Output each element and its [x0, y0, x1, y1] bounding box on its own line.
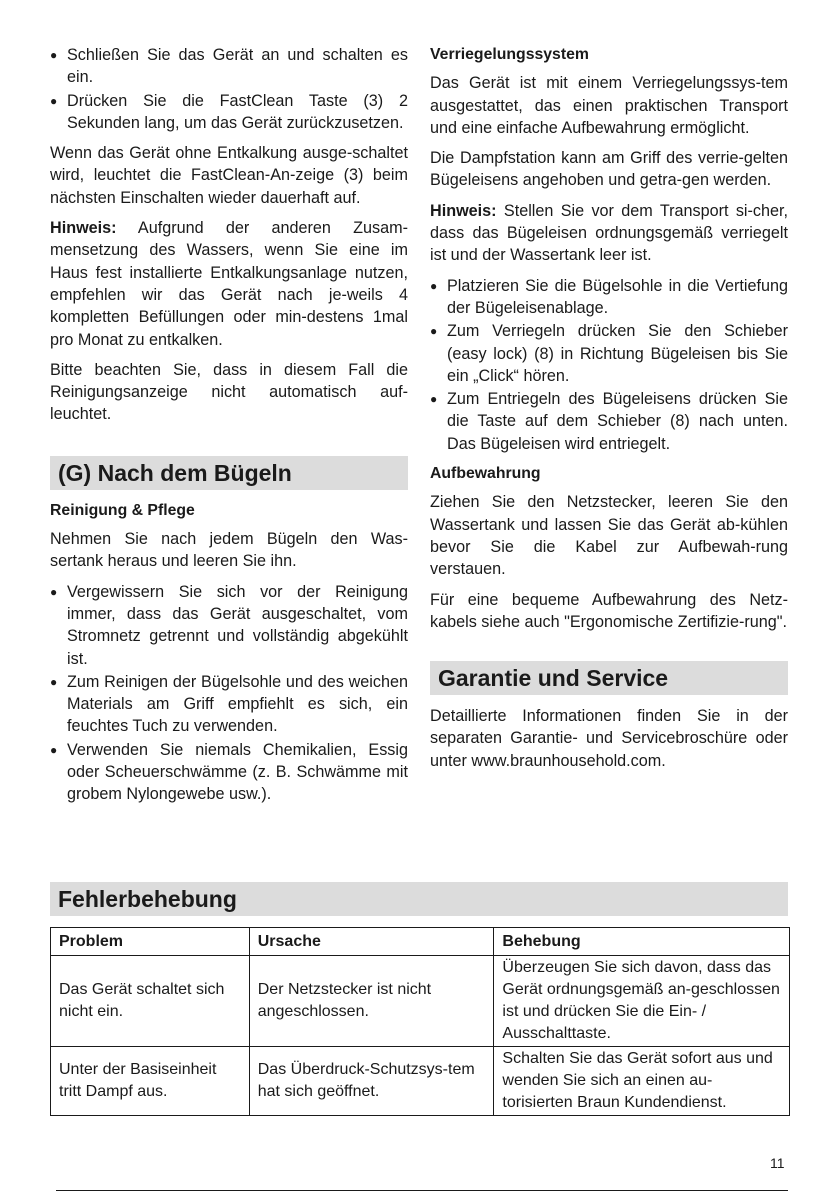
- column-header-remedy: Behebung: [494, 928, 790, 956]
- storage-heading: Aufbewahrung: [430, 465, 541, 483]
- warranty-paragraph: Detaillierte Informationen finden Sie in der separaten Garantie- und Servicebroschüre oder unter www.braunhousehold.com.: [430, 707, 788, 770]
- table-cell: Überzeugen Sie sich davon, dass das Gerät ordnungsgemäß an-geschlossen ist und drücken Sie die Ein- / Ausschalttaste.: [494, 956, 790, 1047]
- list-item: ● Vergewissern Sie sich vor der Reinigung immer, dass das Gerät ausgeschaltet, vom Stromnetz getrennt und vollständig abgekühlt ist.: [50, 581, 408, 670]
- lock-lift-paragraph: Die Dampfstation kann am Griff des verrie-gelten Bügeleisens angehoben und getra-gen werden.: [430, 149, 788, 190]
- list-item: ● Zum Verriegeln drücken Sie den Schieber (easy lock) (8) in Richtung Bügeleisen bis Sie ein „Click“ hören.: [430, 320, 788, 387]
- list-item: ● Platzieren Sie die Bügelsohle in die Vertiefung der Bügeleisenablage.: [430, 275, 788, 320]
- section-heading-troubleshooting: Fehlerbehebung: [50, 882, 788, 916]
- table-row: [51, 956, 790, 1047]
- footer-divider: [56, 1190, 788, 1191]
- table-cell: Unter der Basiseinheit tritt Dampf aus.: [51, 1047, 250, 1116]
- cleaning-list: [50, 581, 408, 806]
- list-item: ● Drücken Sie die FastClean Taste (3) 2 Sekunden lang, um das Gerät zurückzusetzen.: [50, 90, 408, 135]
- list-item: ● Zum Entriegeln des Bügeleisens drücken Sie die Taste auf dem Schieber (8) nach unten. Das Bügeleisen wird entriegelt.: [430, 388, 788, 455]
- storage-cable-paragraph: Für eine bequeme Aufbewahrung des Netz-kabels siehe auch "Ergonomische Zertifizie-rung".: [430, 590, 788, 631]
- reset-steps-list: [50, 44, 408, 134]
- hint-label: Hinweis:: [50, 219, 117, 238]
- paragraph-reset-note: Wenn das Gerät ohne Entkalkung ausge-schaltet wird, leuchtet die FastClean-An-zeige (3) beim nächsten Einschalten wieder dauerhaft auf.: [50, 144, 408, 207]
- lock-intro: Das Gerät ist mit einem Verriegelungssys-tem ausgestattet, das einen praktischen Transport und eine einfache Aufbewahrung ermöglicht.: [430, 74, 788, 137]
- column-header-problem: Problem: [51, 928, 250, 956]
- left-column: [50, 44, 408, 814]
- cleaning-intro: Nehmen Sie nach jedem Bügeln den Was-sertank heraus und leeren Sie ihn.: [50, 530, 408, 571]
- table-cell: Das Gerät schaltet sich nicht ein.: [51, 956, 250, 1047]
- hint-label: Hinweis:: [430, 201, 497, 220]
- section-heading-warranty: Garantie und Service: [430, 661, 788, 695]
- table-cell: Das Überdruck-Schutzsys-tem hat sich geöffnet.: [249, 1047, 494, 1116]
- column-header-cause: Ursache: [249, 928, 494, 956]
- list-item: ● Verwenden Sie niemals Chemikalien, Essig oder Scheuerschwämme (z. B. Schwämme mit grobem Nylongewebe usw.).: [50, 739, 408, 806]
- table-header-row: [51, 928, 790, 956]
- lock-hint-paragraph: [430, 200, 788, 267]
- table-row: [51, 1047, 790, 1116]
- list-item: ● Schließen Sie das Gerät an und schalten es ein.: [50, 44, 408, 89]
- lock-steps-list: [430, 275, 788, 455]
- list-item: ● Zum Reinigen der Bügelsohle und des weichen Materials am Griff empfiehlt es sich, ein feuchtes Tuch zu verwenden.: [50, 671, 408, 738]
- lock-heading: Verriegelungssystem: [430, 46, 589, 63]
- paragraph-indicator-note: Bitte beachten Sie, dass in diesem Fall die Reinigungsanzeige nicht automatisch auf-leuchtet.: [50, 360, 408, 424]
- hint-text: Stellen Sie vor dem Transport si-cher, dass das Bügeleisen ordnungsgemäß verriegelt ist und der Wassertank leer ist.: [430, 201, 788, 265]
- table-cell: Der Netzstecker ist nicht angeschlossen.: [249, 956, 494, 1047]
- troubleshooting-table: [50, 927, 790, 1116]
- page-number: 11: [770, 1155, 785, 1171]
- right-column: [430, 44, 788, 780]
- hint-paragraph: [50, 217, 408, 351]
- section-heading-after-ironing: (G) Nach dem Bügeln: [50, 456, 408, 490]
- cleaning-heading: Reinigung & Pflege: [50, 501, 195, 519]
- storage-paragraph: Ziehen Sie den Netzstecker, leeren Sie den Wassertank und lassen Sie das Gerät ab-kühlen bevor Sie die Kabel zur Aufbewah-rung verstauen.: [430, 493, 788, 579]
- hint-text: Aufgrund der anderen Zusam-mensetzung des Wassers, wenn Sie eine im Haus fest installierte Entkalkungsanlage nutzen, empfehlen wir das Gerät nach je-weils 4 kompletten Befüllungen oder min-destens 1mal pro Monat zu entkalken.: [50, 219, 408, 349]
- table-cell: Schalten Sie das Gerät sofort aus und wenden Sie sich an einen au-torisierten Braun Kundendienst.: [494, 1047, 790, 1116]
